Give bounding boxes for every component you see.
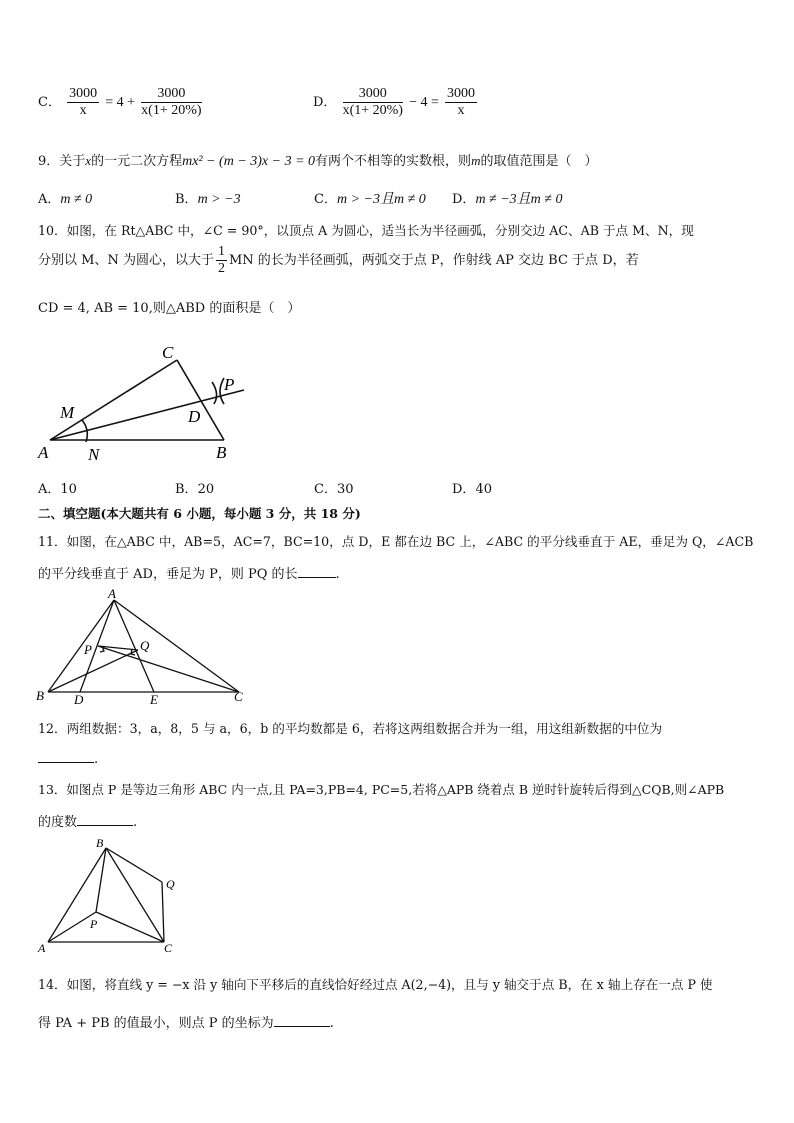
- q10-label-a: A: [38, 443, 49, 462]
- q13-label-q: Q: [166, 877, 175, 891]
- q13-line-2: 的度数 .: [38, 815, 138, 830]
- q10-segment-ac: [50, 360, 177, 440]
- q8-d-fraction-1: $\frac{3000}{x(1+ 20\%)}$: [342, 86, 403, 118]
- q10-arc-p1: [212, 382, 217, 404]
- q12-line-1: 12．两组数据：3，a，8，5 与 a，6，b 的平均数都是 6，若将这两组数据合并为一组，用这组新数据的中位为: [38, 721, 663, 736]
- q12-answer-blank[interactable]: [38, 750, 94, 763]
- q10-label-m: M: [60, 403, 75, 422]
- q9-option-a: A．m ≠ 0: [38, 192, 93, 207]
- q13-label-p: P: [90, 917, 98, 931]
- q14-line-1: 14．如图，将直线 y = −x 沿 y 轴向下平移后的直线恰好经过点 A(2,−4)，且与 y 轴交于点 B，在 x 轴上存在一点 P 使: [38, 977, 713, 992]
- q11-figure: [34, 588, 254, 706]
- q10-label-p: P: [224, 375, 235, 394]
- q10-label-c: C: [162, 343, 174, 362]
- q10-label-n: N: [88, 445, 100, 464]
- q11-line-1: 11．如图，在△ABC 中，AB=5，AC=7，BC=10，点 D，E 都在边 BC 上，∠ABC 的平分线垂直于 AE，垂足为 Q，∠ACB: [38, 534, 754, 549]
- q10-ray-ap: [50, 390, 244, 440]
- q11-label-d: D: [74, 692, 84, 706]
- q11-label-e: E: [150, 692, 158, 706]
- q11-answer-blank[interactable]: [298, 565, 336, 578]
- q10-segment-cb: [177, 360, 224, 440]
- q8-option-c: C． $\frac{3000}{x}$ = 4 + $\frac{3000}{x(1+ 20\%)}$: [38, 86, 202, 118]
- q11-label-c: C: [234, 689, 243, 704]
- q10-option-c: C．30: [314, 482, 354, 497]
- q9-option-d: D．m ≠ −3且m ≠ 0: [452, 192, 563, 207]
- q12-line-2: .: [38, 750, 98, 767]
- q10-option-a: A．10: [38, 482, 77, 497]
- q9-option-b: B．m > −3: [175, 192, 241, 207]
- q13-label-a: A: [38, 941, 46, 955]
- q10-label-b: B: [216, 443, 227, 462]
- q13-label-b: B: [96, 836, 104, 850]
- q10-figure: [34, 338, 254, 464]
- q11-label-a: A: [108, 588, 116, 601]
- q9-stem: 9．关于x的一元二次方程mx² − (m − 3)x − 3 = 0有两个不相等的实数根，则m的取值范围是（ ）: [38, 153, 598, 169]
- q11-line-2: 的平分线垂直于 AD，垂足为 P，则 PQ 的长 .: [38, 567, 340, 582]
- q11-segment-ac: [114, 600, 239, 692]
- q13-segment-bc: [106, 848, 164, 942]
- q13-label-c: C: [164, 941, 173, 955]
- q13-figure: [34, 836, 194, 956]
- q11-label-p: P: [84, 642, 92, 657]
- q10-fraction-half: $\frac{1}{2}$: [217, 244, 225, 276]
- q9-option-c: C．m > −3且m ≠ 0: [314, 192, 426, 207]
- q8-c-fraction-2: $\frac{3000}{x(1+ 20\%)}$: [141, 86, 202, 118]
- q8-c-fraction-1: $\frac{3000}{x}$: [69, 86, 98, 118]
- q8-option-d: D． $\frac{3000}{x(1+ 20\%)}$ − 4 = $\frac{3000}{x}$: [313, 86, 476, 118]
- q13-segment-bq: [106, 848, 162, 882]
- q14-line-2: 得 PA + PB 的值最小，则点 P 的坐标为 .: [38, 1016, 334, 1031]
- q13-segment-pa: [48, 912, 96, 942]
- q10-line-2: 分别以 M、N 为圆心，以大于 $\frac{1}{2}$ MN 的长为半径画弧，两弧交于点 P，作射线 AP 交边 BC 于点 D，若: [38, 244, 639, 276]
- q13-segment-pc: [96, 912, 164, 942]
- q10-label-d: D: [188, 407, 201, 426]
- q13-line-1: 13．如图点 P 是等边三角形 ABC 内一点,且 PA=3,PB=4, PC=5,若将△APB 绕着点 B 逆时针旋转后得到△CQB,则∠APB: [38, 782, 725, 797]
- q10-line-3: CD = 4, AB = 10,则△ABD 的面积是（ ）: [38, 301, 301, 316]
- q11-label-q: Q: [140, 638, 150, 653]
- q13-answer-blank[interactable]: [77, 813, 133, 826]
- q10-option-d: D．40: [452, 482, 492, 497]
- section-2-title: 二、填空题(本大题共有 6 小题，每小题 3 分，共 18 分): [38, 506, 361, 521]
- q14-answer-blank[interactable]: [274, 1014, 330, 1027]
- q10-option-b: B．20: [175, 482, 215, 497]
- q8-d-fraction-2: $\frac{3000}{x}$: [447, 86, 476, 118]
- q10-line-1: 10．如图，在 Rt△ABC 中，∠C = 90°，以顶点 A 为圆心，适当长为半径画弧，分别交边 AC、AB 于点 M、N，现: [38, 223, 694, 238]
- q11-bisector-c: [98, 646, 239, 692]
- q13-segment-pb: [96, 848, 106, 912]
- q13-segment-qc: [162, 882, 164, 942]
- q11-label-b: B: [36, 688, 44, 703]
